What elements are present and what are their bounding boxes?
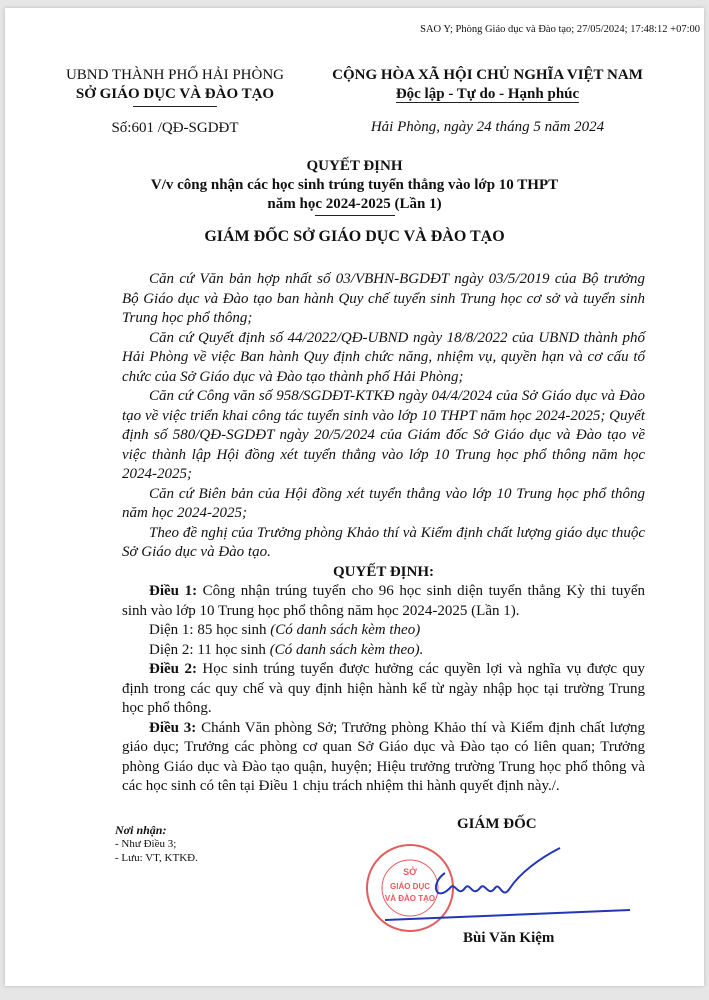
- article-label: Điều 2:: [149, 661, 197, 677]
- copy-stamp: SAO Y; Phòng Giáo dục và Đào tạo; 27/05/2024; 17:48:12 +07:00: [420, 24, 700, 35]
- document-number: Số:601 /QĐ-SGDĐT: [111, 120, 239, 136]
- signer-name: Bùi Văn Kiệm: [463, 930, 555, 946]
- article-label: Điều 1:: [149, 583, 198, 599]
- category-note: (Có danh sách kèm theo).: [269, 641, 424, 658]
- article-text: Học sinh trúng tuyển được hưởng các quyền lợi và nghĩa vụ được quy định trong các quy chế và quy định hiện hành kể từ ngày nhập học tại trường Trung học phổ thông.: [122, 661, 645, 716]
- doc-subject-year: năm học 2024-2025 (Lần 1): [267, 196, 442, 212]
- recipient-item: - Lưu: VT, KTKĐ.: [115, 852, 198, 864]
- doc-subject: V/v công nhận các học sinh trúng tuyển thẳng vào lớp 10 THPT: [150, 177, 559, 193]
- recipient-item: - Như Điều 3;: [115, 838, 177, 850]
- basis-paragraph: Căn cứ Công văn số 958/SGDĐT-KTKĐ ngày 04/4/2024 của Sở Giáo dục và Đào tạo về việc triển khai công tác tuyển sinh vào lớp 10 THPT năm học 2024-2025; Quyết định số 580/QĐ-SGDĐT ngày 20/5/2024 của Giám đốc Sở Giáo dục và Đào tạo về việc thành lập Hội đồng xét tuyển thẳng vào lớp 10 Trung học phổ thông năm học 2024-2025;: [122, 388, 645, 482]
- issuer-parent: UBND THÀNH PHỐ HẢI PHÒNG: [65, 67, 285, 83]
- nation-title: CỘNG HÒA XÃ HỘI CHỦ NGHĨA VIỆT NAM: [332, 67, 643, 83]
- article-text: Chánh Văn phòng Sở; Trưởng phòng Khảo thí và Kiểm định chất lượng giáo dục; Trưởng các phòng cơ quan Sở Giáo dục và Đào tạo có liên quan; Trưởng phòng Giáo dục và Đào tạo quận, huyện; Hiệu trưởng trường Trung học phổ thông và các học sinh có tên tại Điều 1 chịu trách nhiệm thi hành quyết định này./.: [122, 719, 646, 794]
- title-block: [5, 157, 704, 246]
- doc-title: QUYẾT ĐỊNH: [306, 158, 403, 174]
- basis-paragraph: Theo đề nghị của Trưởng phòng Khảo thí và Kiểm định chất lượng giáo dục thuộc Sở Giáo dục và Đào tạo.: [122, 524, 645, 560]
- issuer-name: SỞ GIÁO DỤC VÀ ĐÀO TẠO: [75, 86, 275, 102]
- recipients-title: Nơi nhận:: [115, 823, 167, 837]
- category-text: Diện 2: 11 học sinh: [149, 641, 270, 658]
- motto: Độc lập - Tự do - Hạnh phúc: [395, 86, 580, 102]
- article-2: [122, 660, 645, 719]
- category-1: [122, 621, 645, 641]
- decision-heading: QUYẾT ĐỊNH:: [333, 563, 434, 580]
- authority: GIÁM ĐỐC SỞ GIÁO DỤC VÀ ĐÀO TẠO: [204, 228, 505, 245]
- category-note: (Có danh sách kèm theo): [270, 622, 421, 638]
- issuer-block: [60, 66, 290, 138]
- svg-text:GIÁO DỤC: GIÁO DỤC: [390, 882, 430, 891]
- svg-text:SỞ: SỞ: [403, 867, 417, 877]
- basis-paragraph: Căn cứ Biên bản của Hội đồng xét tuyển thẳng vào lớp 10 Trung học phổ thông năm học 2024-2025;: [122, 485, 645, 521]
- document-page: [5, 8, 704, 986]
- basis-paragraph: Căn cứ Quyết định số 44/2022/QĐ-UBND ngày 18/8/2022 của UBND thành phố Hải Phòng về việc Ban hành Quy định chức năng, nhiệm vụ, quyền hạn và cơ cấu tổ chức của Sở Giáo dục và Đào tạo thành phố Hải Phòng;: [122, 329, 645, 385]
- article-3: [122, 719, 645, 797]
- basis-paragraph: Căn cứ Văn bản hợp nhất số 03/VBHN-BGDĐT ngày 03/5/2019 của Bộ trưởng Bộ Giáo dục và Đào tạo ban hành Quy chế tuyển sinh Trung học cơ sở và tuyển sinh Trung học phổ thông;: [122, 271, 645, 326]
- article-1: [122, 582, 645, 621]
- signer-role: GIÁM ĐỐC: [457, 816, 537, 832]
- recipients: [115, 823, 198, 865]
- seal-and-signature: [360, 843, 630, 938]
- document-date: Hải Phòng, ngày 24 tháng 5 năm 2024: [370, 119, 605, 135]
- svg-text:VÀ ĐÀO TẠO: VÀ ĐÀO TẠO: [384, 894, 436, 903]
- article-label: Điều 3:: [149, 719, 197, 736]
- document-body: [122, 270, 645, 797]
- category-text: Diện 1: 85 học sinh: [149, 622, 271, 638]
- nation-block: [310, 66, 665, 137]
- category-2: [122, 641, 645, 661]
- article-text: Công nhận trúng tuyển cho 96 học sinh diện tuyển thẳng Kỳ thi tuyển sinh vào lớp 10 Trung học phổ thông năm học 2024-2025 (Lần 1).: [122, 583, 645, 619]
